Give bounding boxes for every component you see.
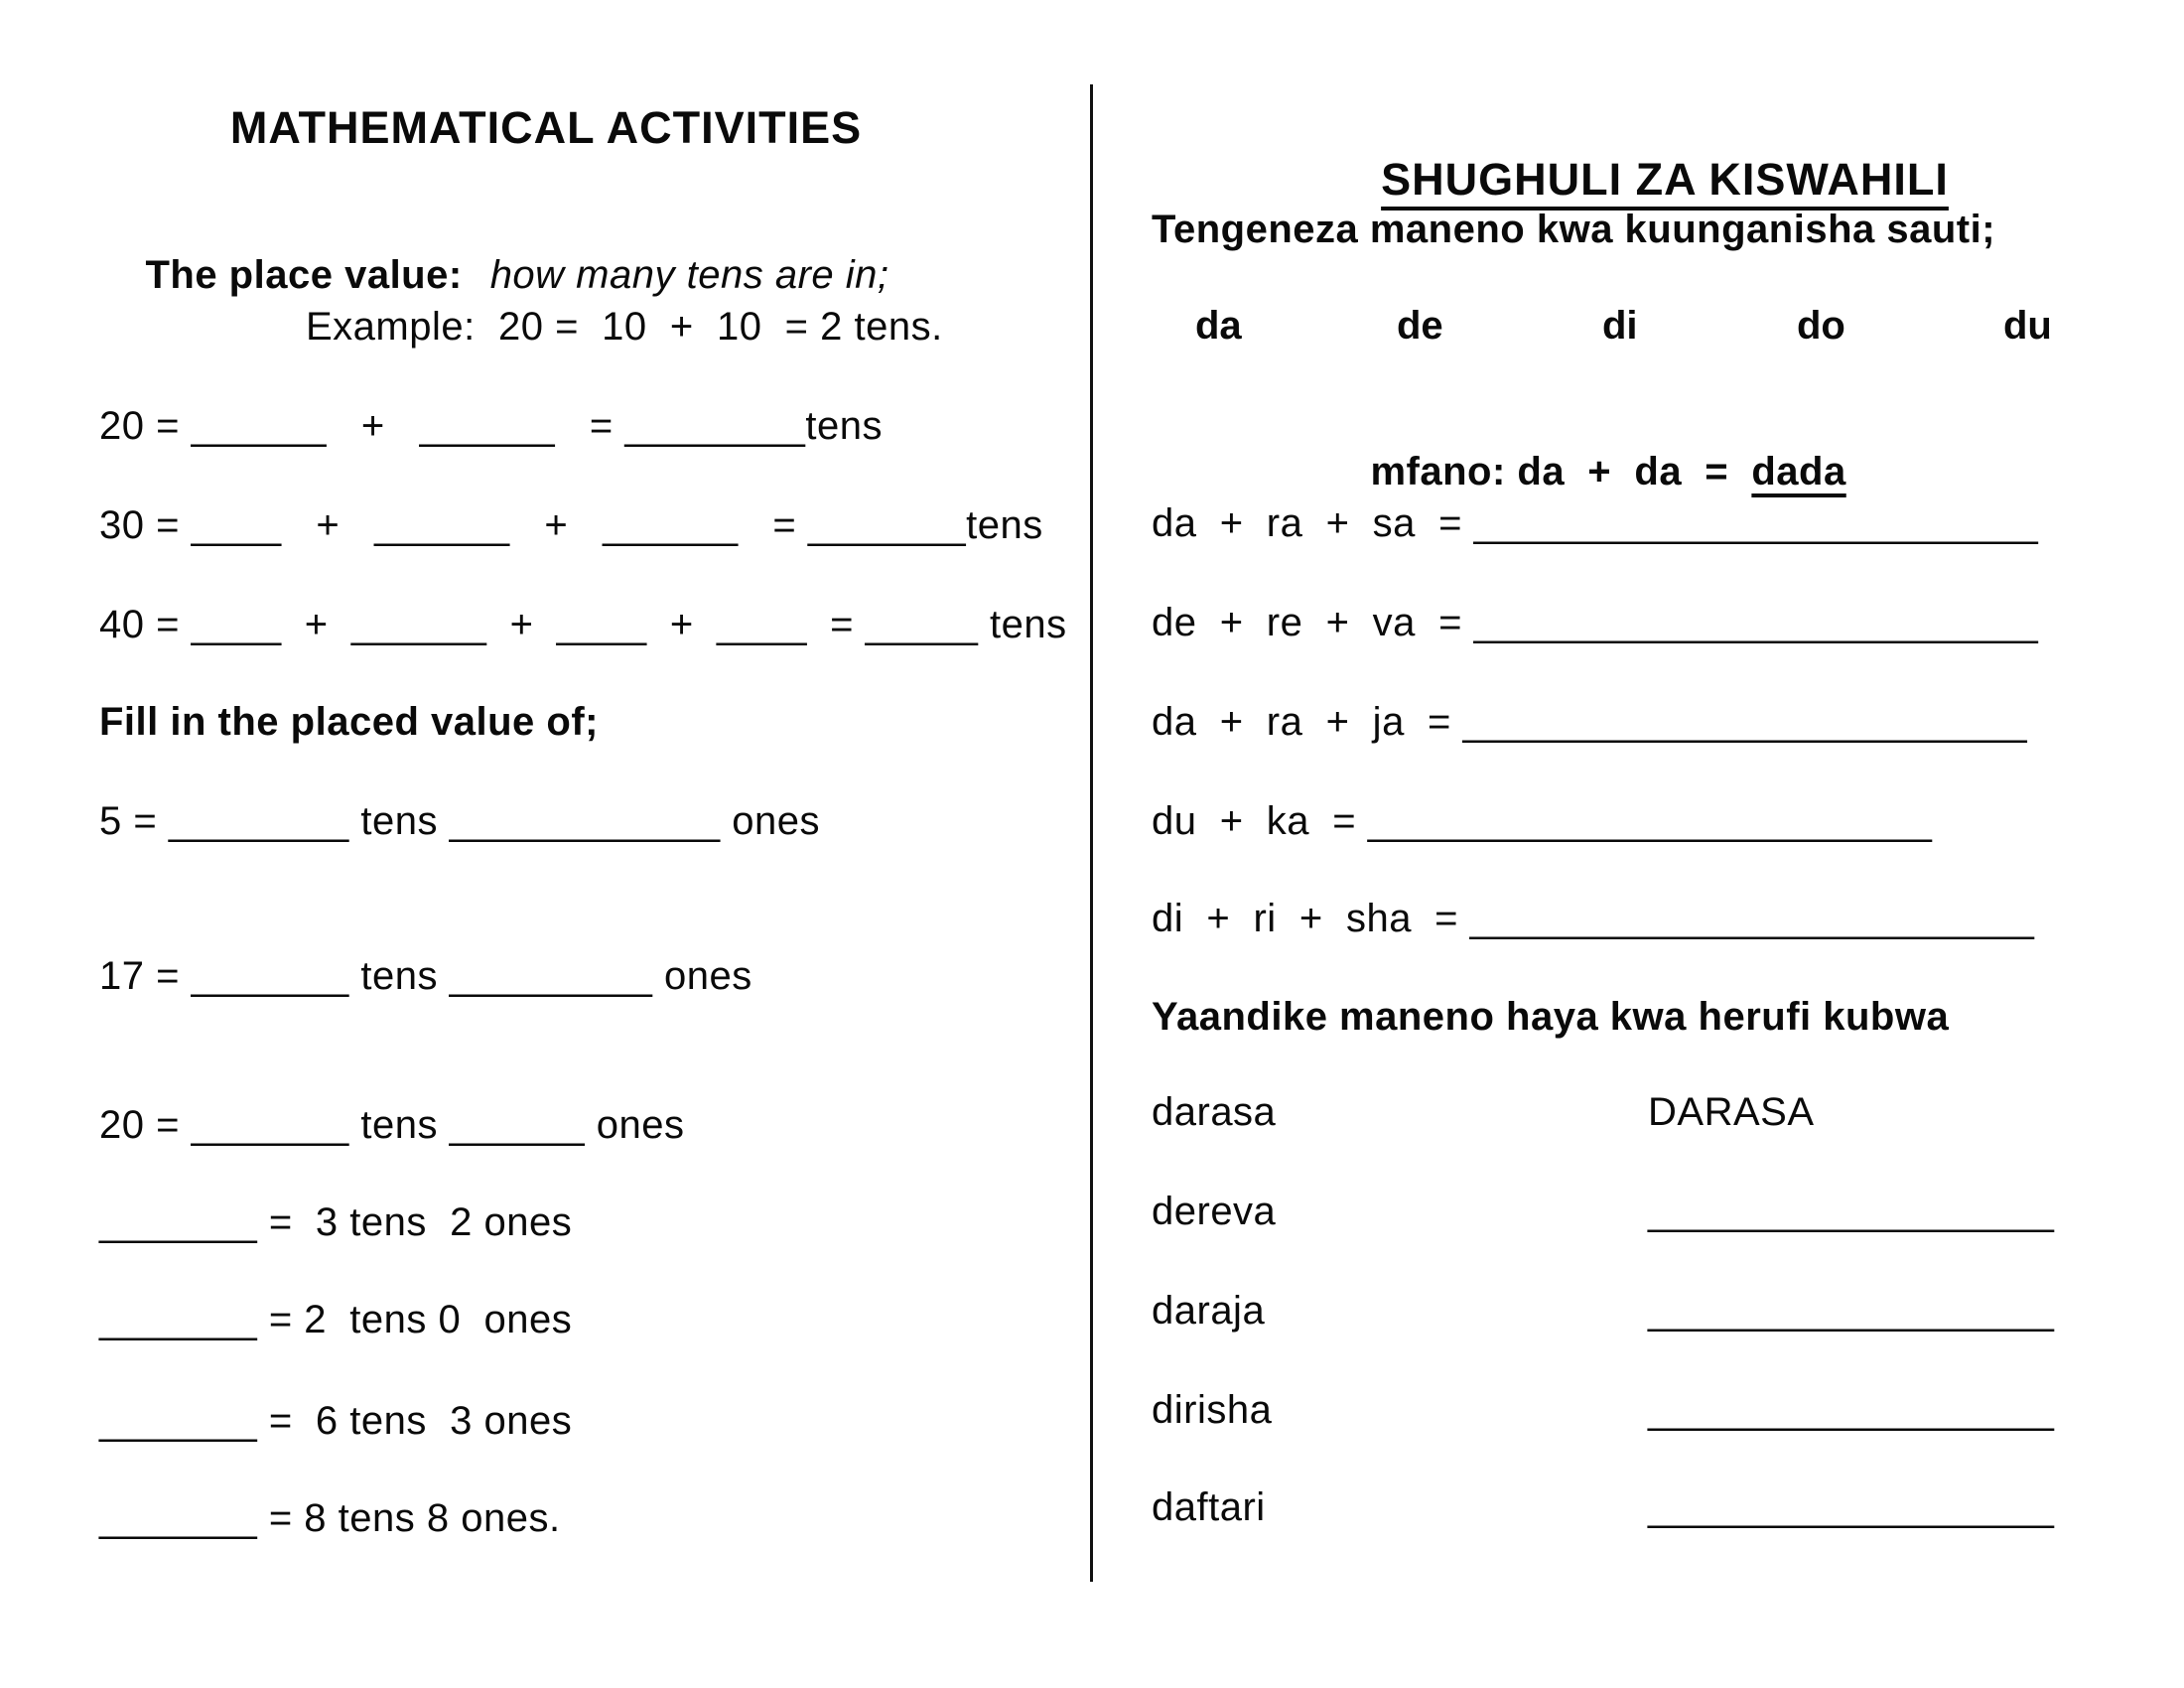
fill-place-value-heading: Fill in the placed value of; <box>99 700 599 744</box>
word-daraja: daraja <box>1152 1289 1266 1333</box>
place-value-row-5: 5 = ________ tens ____________ ones <box>99 799 820 843</box>
math-equation-row-30: 30 = ____ + ______ + ______ = _______tens <box>99 503 1043 547</box>
sound-equation-row: da + ra + sa = _________________________ <box>1152 501 2039 545</box>
answer-blank-dirisha: __________________ <box>1648 1388 2055 1432</box>
math-section-title: MATHEMATICAL ACTIVITIES <box>229 102 863 153</box>
reverse-place-value-row: _______ = 6 tens 3 ones <box>99 1399 573 1443</box>
tengeneza-heading: Tengeneza maneno kwa kuunganisha sauti; <box>1152 208 1996 251</box>
sound-equation-row: di + ri + sha = _________________________ <box>1152 897 2035 940</box>
answer-darasa: DARASA <box>1648 1090 1815 1134</box>
math-equation-row-40: 40 = ____ + ______ + ____ + ____ = _____ tens <box>99 603 1067 646</box>
reverse-place-value-row: _______ = 8 tens 8 ones. <box>99 1496 561 1540</box>
word-daftari: daftari <box>1152 1485 1266 1529</box>
place-value-heading-bold: The place value: <box>145 253 463 297</box>
reverse-place-value-row: _______ = 3 tens 2 ones <box>99 1200 573 1244</box>
syllable-da: da <box>1195 304 1242 348</box>
word-darasa: darasa <box>1152 1090 1277 1134</box>
sound-equation-row: de + re + va = _________________________ <box>1152 601 2039 644</box>
word-dirisha: dirisha <box>1152 1388 1273 1432</box>
sound-equation-row: du + ka = _________________________ <box>1152 799 1933 843</box>
reverse-place-value-row: _______ = 2 tens 0 ones <box>99 1298 573 1341</box>
syllable-du: du <box>2003 304 2052 348</box>
math-equation-row-20: 20 = ______ + ______ = ________tens <box>99 404 883 448</box>
place-value-row-20: 20 = _______ tens ______ ones <box>99 1103 685 1147</box>
answer-blank-dereva: __________________ <box>1648 1190 2055 1233</box>
mfano-prefix: mfano: da + da = <box>1370 450 1752 493</box>
syllable-de: de <box>1397 304 1443 348</box>
math-example-line: Example: 20 = 10 + 10 = 2 tens. <box>306 305 943 349</box>
sound-equation-row: da + ra + ja = _________________________ <box>1152 700 2028 744</box>
answer-blank-daraja: __________________ <box>1648 1289 2055 1333</box>
syllable-di: di <box>1602 304 1638 348</box>
mfano-answer: dada <box>1751 450 1846 493</box>
kiswahili-title-text: SHUGHULI ZA KISWAHILI <box>1381 154 1949 205</box>
word-dereva: dereva <box>1152 1190 1277 1233</box>
answer-blank-daftari: __________________ <box>1648 1485 2055 1529</box>
place-value-row-17: 17 = _______ tens _________ ones <box>99 954 752 998</box>
yaandike-heading: Yaandike maneno haya kwa herufi kubwa <box>1152 995 1950 1039</box>
place-value-heading-italic: how many tens are in; <box>489 253 889 297</box>
syllable-do: do <box>1797 304 1845 348</box>
column-divider <box>1090 84 1093 1582</box>
